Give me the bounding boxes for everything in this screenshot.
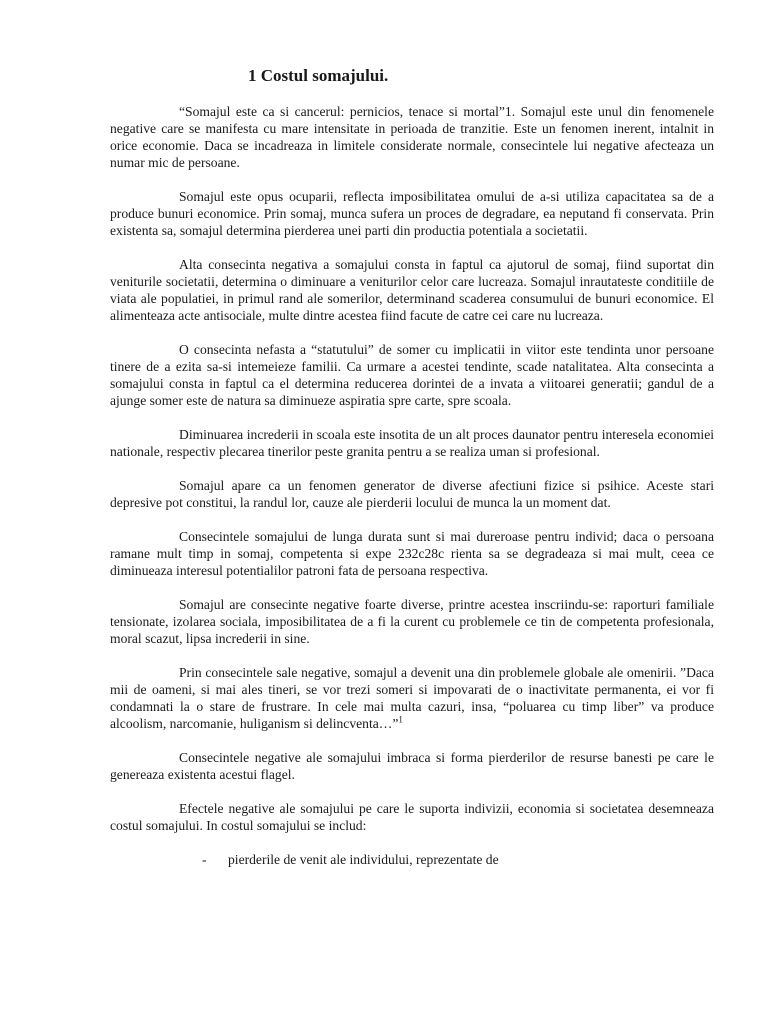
page-title: 1 Costul somajului.	[248, 66, 389, 85]
document-body	[110, 103, 714, 868]
paragraph: Somajul este opus ocuparii, reflecta imposibilitatea omului de a-si utiliza capacitatea sa de a produce bunuri economice. Prin somaj, munca sufera un proces de degradare, ea neputand fi conservata. Prin existenta sa, somajul determina pierderea unei parti din productia potentiala a societatii.	[110, 189, 714, 238]
paragraph: Consecintele somajului de lunga durata sunt si mai dureroase pentru individ; daca o persoana ramane mult timp in somaj, competenta si expe 232c28c rienta sa se degradeaza si mai mult, ceea ce diminueaza interesul potentialilor patroni fata de persoana respectiva.	[110, 529, 714, 578]
paragraph: Efectele negative ale somajului pe care le suporta indivizii, economia si societatea desemneaza costul somajului. In costul somajului se includ:	[110, 801, 714, 833]
paragraph: Consecintele negative ale somajului imbraca si forma pierderilor de resurse banesti pe care le genereaza existenta acestui flagel.	[110, 750, 714, 782]
bullet-dash: -	[202, 852, 207, 867]
paragraph-text: Prin consecintele sale negative, somajul a devenit una din problemele globale ale omenirii. ”Daca mii de oameni, si mai ales tineri, se vor trezi someri si impovarati de o inactivitate permanenta, ei vor fi condamnati la o stare de frustrare. In cele mai multa cazuri, insa, “poluarea cu timp liber” va produce alcoolism, narcomanie, huliganism si delincventa…”	[110, 665, 714, 731]
paragraph: O consecinta nefasta a “statutului” de somer cu implicatii in viitor este tendinta unor persoane tinere de a ezita sa-si intemeieze familii. Ca urmare a acestei tendinte, scade natalitatea. Alta consecinta a somajului consta in faptul ca el determina reducerea dorintei de a invata a viitoarei generatii; gandul de a ajunge somer este de natura sa diminueze aspiratia spre carte, spre scoala.	[110, 342, 714, 408]
paragraph: Diminuarea increderii in scoala este insotita de un alt proces daunator pentru interesela economiei nationale, respectiv plecarea tinerilor peste granita pentru a se realiza uman si profesional.	[110, 427, 714, 459]
footnote-marker: 1	[398, 714, 403, 725]
paragraph: “Somajul este ca si cancerul: pernicios, tenace si mortal”1. Somajul este unul din fenomenele negative care se manifesta cu mare intensitate in perioada de tranzitie. Este un fenomen inerent, intalnit in orice economie. Daca se incadreaza in limitele considerate normale, consecintele lui negative afecteaza un numar mic de persoane.	[110, 104, 714, 170]
paragraph: Somajul apare ca un fenomen generator de diverse afectiuni fizice si psihice. Aceste stari depresive pot constitui, la randul lor, cauze ale pierderii locului de munca la un moment dat.	[110, 478, 714, 510]
list-item-text: pierderile de venit ale individului, reprezentate de	[228, 852, 499, 867]
paragraph: Somajul are consecinte negative foarte diverse, printre acestea inscriindu-se: raporturi familiale tensionate, izolarea sociala, imposibilitatea de a fi la curent cu problemele ce tin de competenta profesionala, moral scazut, lipsa increderii in sine.	[110, 597, 714, 646]
list-item	[202, 851, 714, 868]
paragraph: Alta consecinta negativa a somajului consta in faptul ca ajutorul de somaj, fiind suportat din veniturile societatii, determina o diminuare a veniturilor celor care lucreaza. Somajul inrautateste conditiile de viata ale populatiei, in primul rand ale somerilor, determinand scaderea consumului de bunuri economice. El alimenteaza acte antisociale, multe dintre acestea fiind facute de catre cei care nu lucreaza.	[110, 257, 714, 323]
paragraph-with-footnote	[110, 664, 714, 732]
